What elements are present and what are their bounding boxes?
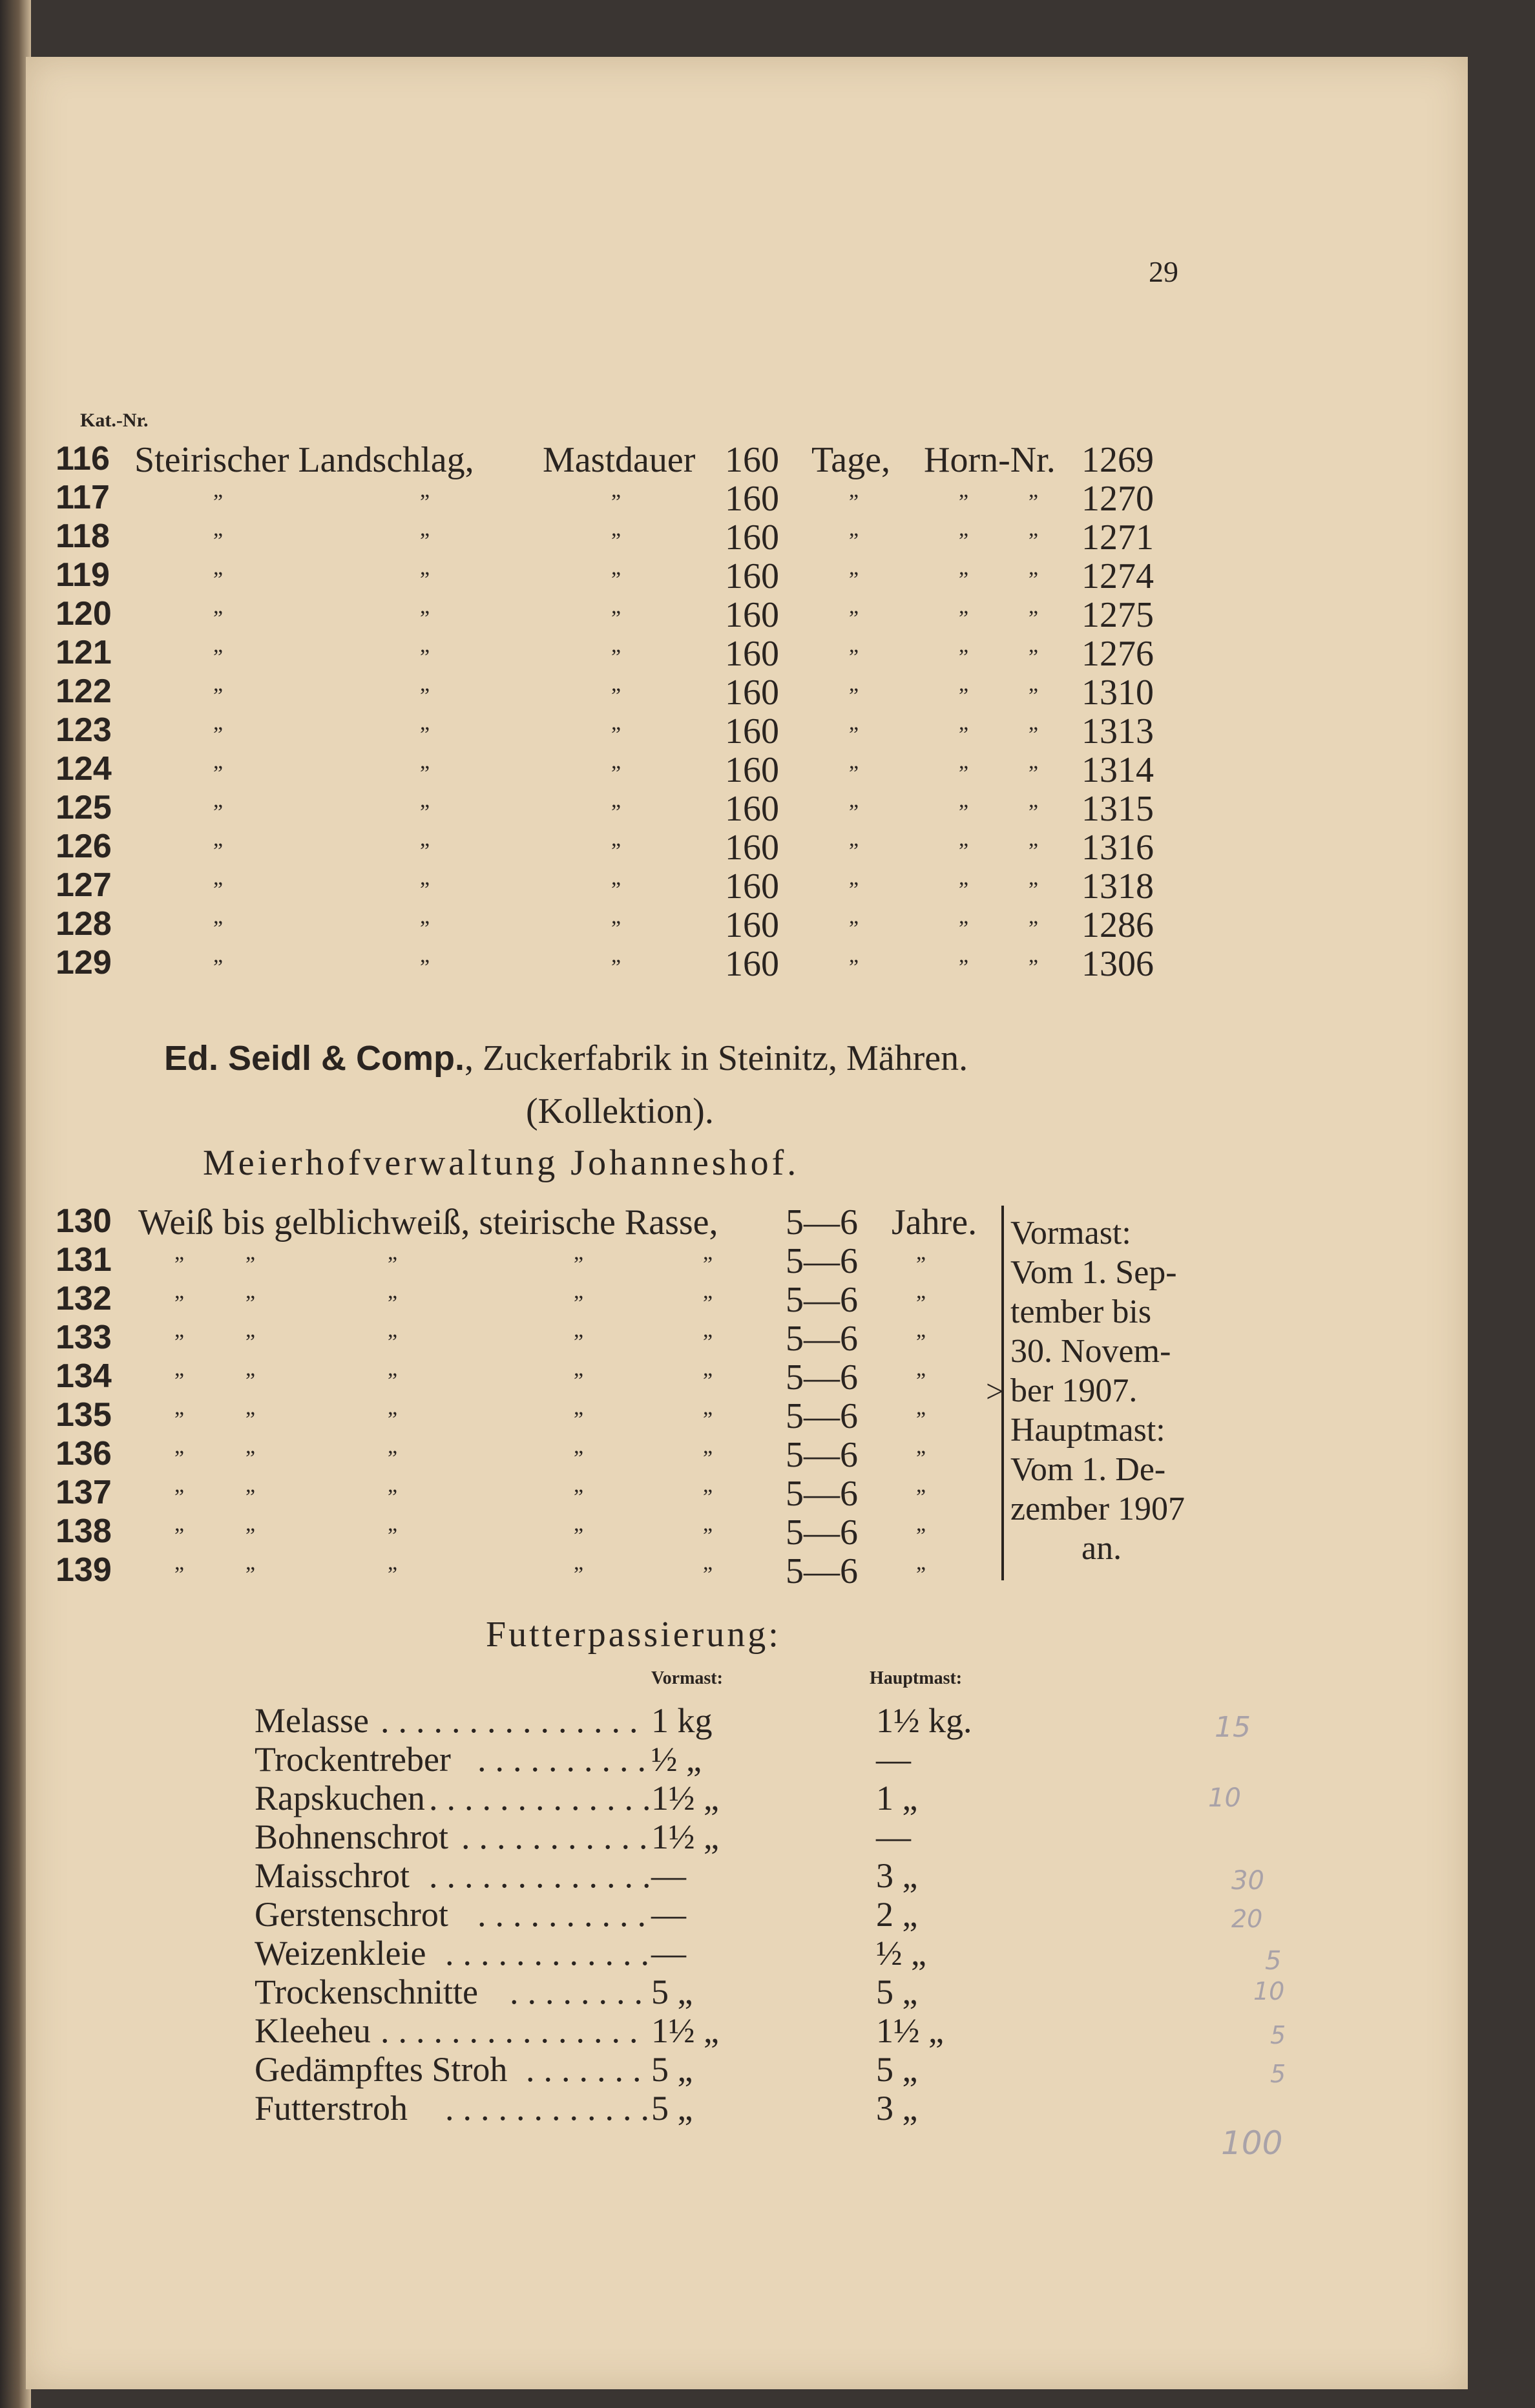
catalog-number: 129 — [56, 944, 112, 981]
pencil-note: 5 — [1265, 1946, 1282, 1976]
column-head-hauptmast: Hauptmast: — [870, 1668, 963, 1688]
ditto-mark: „ — [703, 1318, 713, 1342]
ditto-mark: „ — [174, 1357, 185, 1381]
ditto-mark: „ — [611, 672, 621, 696]
ditto-mark: „ — [213, 556, 224, 580]
ditto-mark: „ — [1029, 788, 1039, 812]
catalog-number: 118 — [56, 518, 110, 555]
ditto-mark: „ — [849, 866, 859, 890]
ditto-mark: „ — [245, 1434, 256, 1458]
age-value: 5—6 — [786, 1513, 858, 1553]
leader-dots: ........... — [461, 1817, 657, 1856]
ditto-mark: „ — [849, 556, 859, 580]
horn-number: 1269 — [1081, 440, 1154, 480]
kat-nr-label: Kat.-Nr. — [80, 410, 149, 431]
vormast-amount: — — [651, 1856, 686, 1895]
leader-dots: ........ — [510, 1973, 652, 2011]
age-value: 5—6 — [786, 1474, 858, 1514]
ditto-mark: „ — [916, 1551, 926, 1575]
ditto-mark: „ — [959, 633, 969, 657]
ditto-mark: „ — [388, 1279, 398, 1303]
days-value: 160 — [725, 479, 779, 519]
horn-number: 1315 — [1081, 789, 1154, 829]
ditto-mark: „ — [420, 788, 430, 812]
leader-dots: ............ — [445, 1934, 658, 1973]
ditto-mark: „ — [959, 672, 969, 696]
catalog-number: 117 — [56, 479, 110, 516]
hauptmast-amount: 3 „ — [876, 2089, 918, 2128]
hauptmast-amount: 5 „ — [876, 2050, 918, 2089]
ditto-mark: „ — [916, 1357, 926, 1381]
ditto-mark: „ — [703, 1279, 713, 1303]
ditto-mark: „ — [916, 1434, 926, 1458]
feed-name: Gerstenschrot — [255, 1895, 448, 1934]
ditto-mark: „ — [574, 1512, 584, 1536]
ditto-mark: „ — [213, 711, 224, 735]
ditto-mark: „ — [420, 478, 430, 502]
ditto-mark: „ — [611, 749, 621, 773]
vormast-amount: 5 „ — [651, 2089, 693, 2128]
ditto-mark: „ — [959, 905, 969, 928]
ditto-mark: „ — [959, 827, 969, 851]
hauptmast-amount: 1 „ — [876, 1779, 918, 1817]
ditto-mark: „ — [213, 633, 224, 657]
ditto-mark: „ — [1029, 943, 1039, 967]
ditto-mark: „ — [1029, 517, 1039, 541]
ditto-mark: „ — [245, 1241, 256, 1264]
horn-number: 1276 — [1081, 634, 1154, 674]
catalog-number: 123 — [56, 711, 112, 749]
ditto-mark: „ — [213, 943, 224, 967]
ditto-mark: „ — [574, 1318, 584, 1342]
ditto-mark: „ — [388, 1396, 398, 1419]
pencil-note: 10 — [1208, 1783, 1241, 1813]
horn-number: 1274 — [1081, 556, 1154, 596]
vormast-amount: 1½ „ — [651, 2011, 719, 2050]
ditto-mark: „ — [849, 478, 859, 502]
ditto-mark: „ — [420, 866, 430, 890]
ditto-mark: „ — [1029, 633, 1039, 657]
ditto-mark: „ — [849, 594, 859, 618]
ditto-mark: „ — [245, 1473, 256, 1497]
pencil-note: 30 — [1231, 1866, 1264, 1896]
ditto-mark: „ — [703, 1512, 713, 1536]
feed-name: Trockenschnitte — [255, 1973, 478, 2011]
catalog-number: 137 — [56, 1474, 112, 1511]
hauptmast-amount: 1½ „ — [876, 2011, 944, 2050]
horn-number: 1270 — [1081, 479, 1154, 519]
note-line: an. — [1081, 1530, 1122, 1567]
ditto-mark: „ — [174, 1279, 185, 1303]
exhibitor-location: , Zuckerfabrik in Steinitz, Mähren. — [465, 1038, 968, 1078]
ditto-mark: „ — [174, 1241, 185, 1264]
ditto-mark: „ — [213, 672, 224, 696]
hauptmast-amount: 3 „ — [876, 1856, 918, 1895]
feed-name: Weizenkleie — [255, 1934, 426, 1973]
ditto-mark: „ — [420, 633, 430, 657]
ditto-mark: „ — [959, 866, 969, 890]
ditto-mark: „ — [245, 1551, 256, 1575]
age-value: 5—6 — [786, 1435, 858, 1475]
ditto-mark: „ — [611, 594, 621, 618]
ditto-mark: „ — [420, 827, 430, 851]
ditto-mark: „ — [420, 749, 430, 773]
age-value: 5—6 — [786, 1551, 858, 1591]
pencil-note: 10 — [1253, 1977, 1285, 2005]
vormast-amount: — — [651, 1895, 686, 1934]
hauptmast-amount: — — [876, 1740, 911, 1779]
ditto-mark: „ — [388, 1551, 398, 1575]
catalog-number: 127 — [56, 866, 112, 904]
leader-dots: .......... — [477, 1895, 655, 1934]
catalog-number: 133 — [56, 1319, 112, 1356]
ditto-mark: „ — [703, 1551, 713, 1575]
hauptmast-amount: — — [876, 1817, 911, 1856]
catalog-number: 136 — [56, 1435, 112, 1472]
feed-name: Kleeheu — [255, 2011, 371, 2050]
feeding-title: Futterpassierung: — [486, 1615, 781, 1655]
ditto-mark: „ — [959, 556, 969, 580]
ditto-mark: „ — [574, 1279, 584, 1303]
catalog-number: 131 — [56, 1241, 112, 1279]
days-value: 160 — [725, 518, 779, 558]
ditto-mark: „ — [849, 672, 859, 696]
ditto-mark: „ — [916, 1241, 926, 1264]
catalog-number: 128 — [56, 905, 112, 943]
ditto-mark: „ — [388, 1473, 398, 1497]
ditto-mark: „ — [611, 478, 621, 502]
ditto-mark: „ — [916, 1279, 926, 1303]
breed-name: Steirischer Landschlag, — [134, 440, 474, 480]
catalog-number: 135 — [56, 1396, 112, 1434]
ditto-mark: „ — [611, 517, 621, 541]
hauptmast-amount: ½ „ — [876, 1934, 926, 1973]
vormast-amount: 1 kg — [651, 1701, 713, 1740]
ditto-mark: „ — [611, 633, 621, 657]
vormast-amount: 5 „ — [651, 1973, 693, 2011]
exhibitor-farm: Meierhofverwaltung Johanneshof. — [203, 1143, 800, 1183]
exhibitor-heading — [164, 1038, 968, 1079]
ditto-mark: „ — [611, 827, 621, 851]
exhibitor-collection: (Kollektion). — [526, 1091, 714, 1131]
vormast-amount: 1½ „ — [651, 1817, 719, 1856]
ditto-mark: „ — [1029, 711, 1039, 735]
ditto-mark: „ — [388, 1512, 398, 1536]
days-value: 160 — [725, 866, 779, 906]
leader-dots: .......... — [477, 1740, 655, 1779]
ditto-mark: „ — [959, 517, 969, 541]
note-line: Vom 1. De- — [1010, 1451, 1166, 1488]
feed-name: Trockentreber — [255, 1740, 451, 1779]
age-value: 5—6 — [786, 1396, 858, 1436]
ditto-mark: „ — [574, 1241, 584, 1264]
breed-description: Weiß bis gelblichweiß, steirische Rasse, — [138, 1202, 718, 1242]
book-page — [26, 57, 1468, 2389]
column-head-vormast: Vormast: — [651, 1668, 723, 1688]
ditto-mark: „ — [849, 711, 859, 735]
age-value: 5—6 — [786, 1319, 858, 1359]
vormast-amount: 1½ „ — [651, 1779, 719, 1817]
ditto-mark: „ — [611, 711, 621, 735]
ditto-mark: „ — [213, 594, 224, 618]
brace-tip: > — [986, 1373, 1005, 1409]
note-line: 30. Novem- — [1010, 1333, 1171, 1370]
horn-number: 1316 — [1081, 828, 1154, 868]
ditto-mark: „ — [420, 711, 430, 735]
ditto-mark: „ — [959, 943, 969, 967]
leader-dots: ............... — [381, 1701, 647, 1740]
ditto-mark: „ — [388, 1434, 398, 1458]
ditto-mark: „ — [611, 556, 621, 580]
note-line: ber 1907. — [1010, 1372, 1138, 1409]
ditto-mark: „ — [388, 1241, 398, 1264]
horn-number: 1286 — [1081, 905, 1154, 945]
ditto-mark: „ — [916, 1473, 926, 1497]
ditto-mark: „ — [174, 1396, 185, 1419]
pencil-note: 15 — [1215, 1711, 1251, 1744]
ditto-mark: „ — [420, 905, 430, 928]
note-line: Vom 1. Sep- — [1010, 1254, 1177, 1291]
horn-number: 1306 — [1081, 944, 1154, 984]
age-value: 5—6 — [786, 1241, 858, 1281]
ditto-mark: „ — [1029, 827, 1039, 851]
catalog-number: 139 — [56, 1551, 112, 1589]
catalog-number: 120 — [56, 595, 112, 633]
days-value: 160 — [725, 673, 779, 713]
catalog-number: 121 — [56, 634, 112, 671]
catalog-number: 119 — [56, 556, 110, 594]
ditto-mark: „ — [1029, 594, 1039, 618]
ditto-mark: „ — [213, 478, 224, 502]
ditto-mark: „ — [420, 556, 430, 580]
ditto-mark: „ — [703, 1473, 713, 1497]
pencil-note: 5 — [1270, 2060, 1286, 2088]
ditto-mark: „ — [611, 905, 621, 928]
mastdauer-label: Mastdauer — [543, 440, 696, 480]
catalog-number: 125 — [56, 789, 112, 826]
days-value: 160 — [725, 789, 779, 829]
ditto-mark: „ — [213, 749, 224, 773]
feed-name: Maisschrot — [255, 1856, 410, 1895]
ditto-mark: „ — [420, 672, 430, 696]
catalog-number: 116 — [56, 440, 110, 477]
days-value: 160 — [725, 944, 779, 984]
catalog-number: 124 — [56, 750, 112, 788]
ditto-mark: „ — [213, 517, 224, 541]
exhibitor-firm: Ed. Seidl & Comp. — [164, 1039, 465, 1078]
horn-label: Horn-Nr. — [924, 440, 1056, 480]
vormast-amount: ½ „ — [651, 1740, 702, 1779]
ditto-mark: „ — [574, 1357, 584, 1381]
ditto-mark: „ — [1029, 672, 1039, 696]
ditto-mark: „ — [849, 943, 859, 967]
ditto-mark: „ — [213, 788, 224, 812]
ditto-mark: „ — [1029, 866, 1039, 890]
catalog-number: 134 — [56, 1357, 112, 1395]
ditto-mark: „ — [849, 827, 859, 851]
ditto-mark: „ — [611, 866, 621, 890]
days-value: 160 — [725, 595, 779, 635]
pencil-note: 100 — [1221, 2124, 1283, 2162]
pencil-note: 5 — [1270, 2021, 1286, 2049]
ditto-mark: „ — [420, 943, 430, 967]
ditto-mark: „ — [959, 749, 969, 773]
ditto-mark: „ — [174, 1551, 185, 1575]
ditto-mark: „ — [420, 594, 430, 618]
catalog-number: 122 — [56, 673, 112, 710]
ditto-mark: „ — [916, 1512, 926, 1536]
ditto-mark: „ — [916, 1318, 926, 1342]
ditto-mark: „ — [174, 1512, 185, 1536]
feed-name: Gedämpftes Stroh — [255, 2050, 508, 2089]
leader-dots: ............. — [429, 1779, 660, 1817]
leader-dots: ............ — [445, 2089, 658, 2128]
ditto-mark: „ — [213, 827, 224, 851]
note-line: Vormast: — [1010, 1215, 1131, 1251]
horn-number: 1313 — [1081, 711, 1154, 751]
note-line: tember bis — [1010, 1293, 1152, 1330]
ditto-mark: „ — [245, 1512, 256, 1536]
ditto-mark: „ — [574, 1434, 584, 1458]
ditto-mark: „ — [174, 1473, 185, 1497]
ditto-mark: „ — [849, 788, 859, 812]
catalog-number: 132 — [56, 1280, 112, 1317]
ditto-mark: „ — [1029, 749, 1039, 773]
feed-name: Bohnenschrot — [255, 1817, 448, 1856]
age-value: 5—6 — [786, 1202, 858, 1242]
ditto-mark: „ — [849, 633, 859, 657]
ditto-mark: „ — [959, 711, 969, 735]
ditto-mark: „ — [245, 1396, 256, 1419]
ditto-mark: „ — [420, 517, 430, 541]
ditto-mark: „ — [703, 1396, 713, 1419]
ditto-mark: „ — [388, 1357, 398, 1381]
ditto-mark: „ — [574, 1396, 584, 1419]
ditto-mark: „ — [703, 1357, 713, 1381]
feed-name: Futterstroh — [255, 2089, 408, 2128]
vormast-amount: 5 „ — [651, 2050, 693, 2089]
ditto-mark: „ — [849, 749, 859, 773]
horn-number: 1318 — [1081, 866, 1154, 906]
ditto-mark: „ — [959, 594, 969, 618]
ditto-mark: „ — [959, 788, 969, 812]
tage-label: Tage, — [811, 440, 891, 480]
ditto-mark: „ — [1029, 905, 1039, 928]
ditto-mark: „ — [388, 1318, 398, 1342]
age-value: 5—6 — [786, 1280, 858, 1320]
ditto-mark: „ — [574, 1551, 584, 1575]
pencil-note: 20 — [1231, 1905, 1263, 1933]
ditto-mark: „ — [574, 1473, 584, 1497]
days-value: 160 — [725, 905, 779, 945]
days-value: 160 — [725, 711, 779, 751]
horn-number: 1310 — [1081, 673, 1154, 713]
feed-name: Melasse — [255, 1701, 369, 1740]
days-value: 160 — [725, 750, 779, 790]
leader-dots: ............... — [381, 2011, 647, 2050]
hauptmast-amount: 1½ kg. — [876, 1701, 972, 1740]
ditto-mark: „ — [849, 905, 859, 928]
mast-period-note — [1010, 1213, 1204, 1568]
ditto-mark: „ — [213, 866, 224, 890]
horn-number: 1314 — [1081, 750, 1154, 790]
catalog-number: 138 — [56, 1513, 112, 1550]
note-line: zember 1907 — [1010, 1491, 1185, 1527]
note-line: Hauptmast: — [1010, 1412, 1165, 1449]
ditto-mark: „ — [703, 1241, 713, 1264]
ditto-mark: „ — [849, 517, 859, 541]
leader-dots: ....... — [526, 2050, 651, 2089]
horn-number: 1275 — [1081, 595, 1154, 635]
ditto-mark: „ — [245, 1279, 256, 1303]
ditto-mark: „ — [245, 1318, 256, 1342]
leader-dots: ............. — [429, 1856, 660, 1895]
ditto-mark: „ — [245, 1357, 256, 1381]
age-unit: Jahre. — [892, 1202, 977, 1242]
hauptmast-amount: 5 „ — [876, 1973, 918, 2011]
feed-name: Rapskuchen — [255, 1779, 425, 1817]
ditto-mark: „ — [174, 1434, 185, 1458]
ditto-mark: „ — [213, 905, 224, 928]
ditto-mark: „ — [611, 788, 621, 812]
ditto-mark: „ — [703, 1434, 713, 1458]
days-value: 160 — [725, 634, 779, 674]
ditto-mark: „ — [174, 1318, 185, 1342]
ditto-mark: „ — [1029, 478, 1039, 502]
catalog-number: 126 — [56, 828, 112, 865]
horn-number: 1271 — [1081, 518, 1154, 558]
page-number: 29 — [1149, 255, 1178, 288]
ditto-mark: „ — [916, 1396, 926, 1419]
ditto-mark: „ — [611, 943, 621, 967]
ditto-mark: „ — [959, 478, 969, 502]
ditto-mark: „ — [1029, 556, 1039, 580]
days-value: 160 — [725, 556, 779, 596]
vormast-amount: — — [651, 1934, 686, 1973]
hauptmast-amount: 2 „ — [876, 1895, 918, 1934]
days-value: 160 — [725, 828, 779, 868]
catalog-number: 130 — [56, 1202, 112, 1240]
age-value: 5—6 — [786, 1357, 858, 1398]
days-value: 160 — [725, 440, 779, 480]
